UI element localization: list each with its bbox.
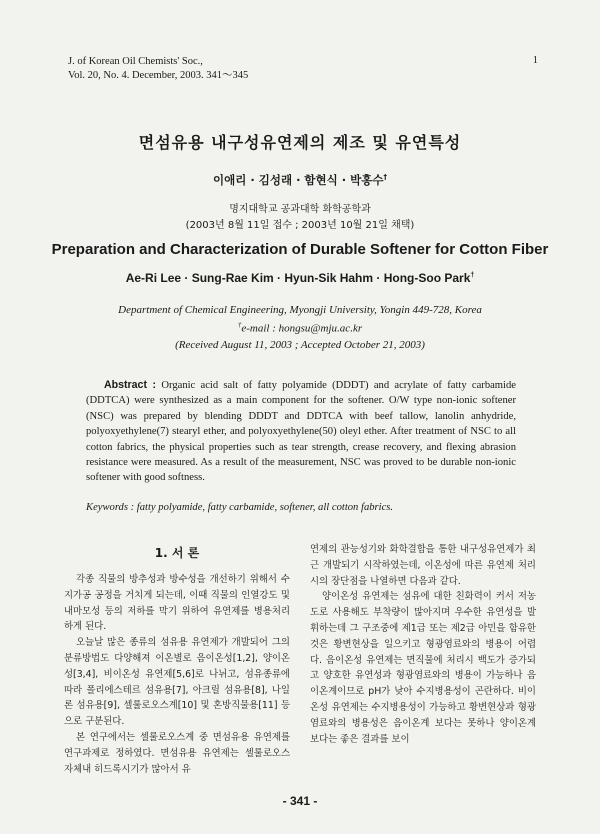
- left-column: [64, 572, 290, 777]
- korean-authors-text: 이애리 · 김성래 · 함현식 · 박홍수: [213, 173, 384, 187]
- english-dagger: †: [470, 272, 475, 279]
- english-email: [0, 321, 600, 335]
- korean-affiliation: 명지대학교 공과대학 화학공학과: [229, 204, 371, 215]
- section-heading: 1. 서 론: [154, 546, 200, 560]
- paragraph: 각종 직물의 방추성과 방수성을 개선하기 위해서 수지가공 공정을 거치게 되는데, 이때 직물의 인열강도 및 내마모성 등의 저하를 막기 위하여 유연제를 병용처리하게 된다.: [64, 574, 290, 633]
- korean-received: (2003년 8월 11일 접수 ; 2003년 10월 21일 채택): [185, 220, 415, 231]
- email-dagger: †: [237, 321, 242, 329]
- email-text: e-mail : hongsu@mju.ac.kr: [241, 322, 363, 335]
- journal-name: J. of Korean Oil Chemists' Soc.,: [68, 56, 203, 67]
- folio: - 341 -: [282, 794, 318, 808]
- right-column: [310, 542, 536, 747]
- keywords: Keywords : fatty polyamide, fatty carbamide, softener, all cotton fabrics.: [86, 502, 394, 513]
- korean-authors: [0, 172, 600, 188]
- english-authors: [0, 271, 600, 285]
- page-number: 1: [532, 55, 538, 66]
- paragraph: 연제의 관능성기와 화학결합을 통한 내구성유연제가 최근 개발되기 시작하였는데, 이온성에 따른 유연제 처리시의 장단점을 나열하면 다음과 같다.: [310, 544, 536, 587]
- english-authors-text: Ae-Ri Lee · Sung-Rae Kim · Hyun-Sik Hahm · Hong-Soo Park: [125, 271, 471, 285]
- english-received: (Received August 11, 2003 ; Accepted October 21, 2003): [175, 339, 425, 351]
- journal-volume: Vol. 20, No. 4. December, 2003. 341～345: [68, 70, 249, 81]
- journal-header: [68, 55, 248, 83]
- paragraph: 양이온성 유연제는 섬유에 대한 친화력이 커서 저농도로 사용해도 부착량이 많아지며 우수한 유연성을 발휘하는데 그 구조중에 제1급 또는 제2급 아민을 함유한 것은 황변현상을 일으키고 형광염료와의 병용이 어렵다. 음이온성 유연제는 면직물에 처리시 백도가 증가되고 양호한 유연성과 형광염료와의 병용이 가능하나 음이온계이므로 pH가 낮아 수지병용성이 곤란하다. 비이온성 유연제는 수지병용성이 가능하고 황변현상과 형광염료와의 병용성은 음이온계 보다는 못하나 양이온계 보다는 좋은 결과를 보이: [310, 591, 536, 745]
- corresponding-dagger: †: [383, 173, 387, 182]
- abstract-text: Organic acid salt of fatty polyamide (DDDT) and acrylate of fatty carbamide (DDTCA) were synthesized as a main component for the softener. O/W type non-ionic softener (NSC) was prepared by blending DDDT and DDTCA with beef tallow, lanolin anhydride, polyoxyethylene(7) stearyl ether, and polyoxyethylene(50) oleyl ether. After treatment of NSC to all cotton fabrics, the physical properties such as tear strength, crease recovery, and flexing abrasion resistance were measured. As a result of the measurement, NSC was proved to be durable non-ionic softener with good softness.: [86, 380, 516, 484]
- abstract-label: Abstract :: [104, 379, 157, 391]
- paragraph: 본 연구에서는 셀룰로오스계 중 면섬유용 유연제를 연구과제로 정하였다. 면섬유용 유연제는 셀룰로오스 자체내 히드록시기가 많아서 유: [64, 731, 290, 775]
- english-title: Preparation and Characterization of Durable Softener for Cotton Fiber: [51, 241, 549, 258]
- korean-title: 면섬유용 내구성유연제의 제조 및 유연특성: [138, 133, 462, 152]
- english-affiliation: Department of Chemical Engineering, Myongji University, Yongin 449-728, Korea: [118, 304, 482, 316]
- paragraph: 오늘날 많은 종류의 섬유용 유연제가 개발되어 그의 분류방법도 다양해져 이온별로 음이온성[1,2], 양이온성[3,4], 비이온성 유연제[5,6]로 나뉘고, 섬유종류에 따라 폴리에스테르 섬유용[7], 아크릴 섬유용[8], 나일론 섬유용[9], 셀룰로오스계[10] 및 혼방직물용[11] 등으로 구분된다.: [64, 637, 290, 728]
- abstract: [86, 378, 516, 486]
